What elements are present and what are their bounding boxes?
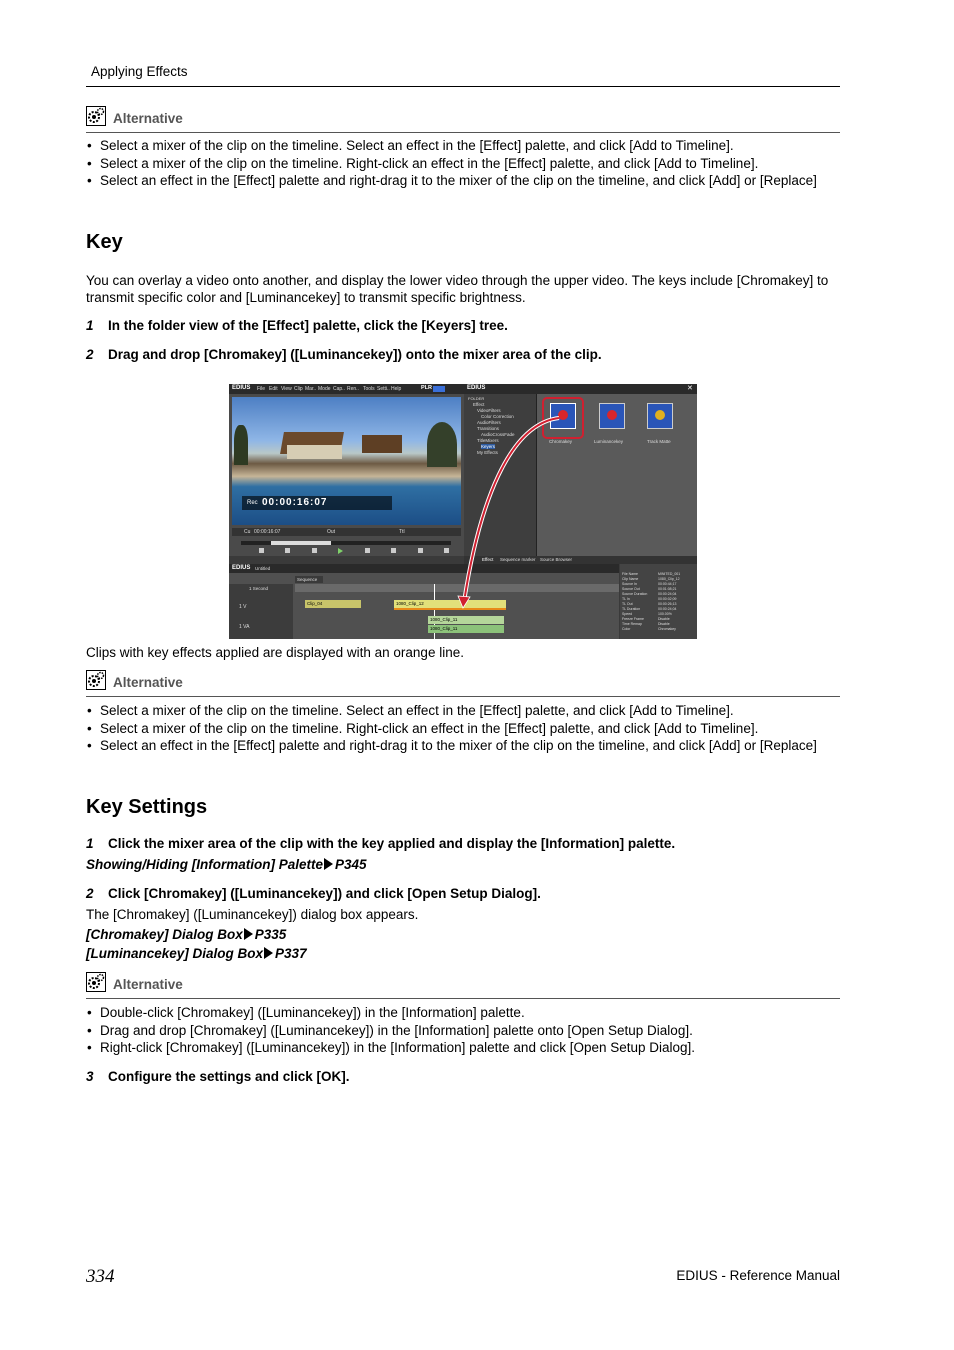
screenshot-caption: Clips with key effects applied are displayed with an orange line. xyxy=(86,645,464,660)
page-number: 334 xyxy=(86,1266,115,1287)
menu-item[interactable]: View xyxy=(281,385,292,392)
section-heading-key: Key xyxy=(86,231,123,253)
step-text: Click [Chromakey] ([Luminancekey]) and click [Open Setup Dialog]. xyxy=(108,886,541,901)
key-settings-step-1 xyxy=(86,836,840,851)
menu-item[interactable]: Cap.. xyxy=(333,385,345,392)
info-value: MINITED_001 xyxy=(658,572,681,576)
plr-label[interactable]: PLR xyxy=(421,385,432,391)
arrow-right-icon xyxy=(324,858,333,870)
gears-icon xyxy=(86,670,106,690)
timeline-scale[interactable]: 1 Second xyxy=(249,586,269,591)
tab-source-browser[interactable]: Source Browser xyxy=(540,557,573,562)
tree-item[interactable]: Transitions xyxy=(477,426,499,431)
alternative-list-2 xyxy=(86,702,840,755)
list-item: • Select a mixer of the clip on the timeline. Right-click an effect in the [Effect] palette, and click [Add to Timeline]. xyxy=(86,155,840,173)
xref-page[interactable]: P345 xyxy=(335,857,367,872)
menu-item[interactable]: Clip xyxy=(294,385,303,392)
ttl-label: Ttl xyxy=(399,529,405,535)
alternative-box-2 xyxy=(86,670,840,697)
info-value: 00:00:24;04 xyxy=(658,607,677,611)
out-label: Out xyxy=(327,529,336,535)
alternative-box-1 xyxy=(86,106,840,133)
info-value: 100.00% xyxy=(658,612,672,616)
drag-arrow xyxy=(229,384,697,639)
alternative-box-3 xyxy=(86,972,840,999)
tree-item[interactable]: AudioFilters xyxy=(477,420,501,425)
tree-item[interactable]: VideoFilters xyxy=(477,408,501,413)
step-number: 1 xyxy=(86,318,94,333)
track-label-v: 1 V xyxy=(239,604,247,610)
rec-label: Rec xyxy=(247,500,258,506)
key-intro: You can overlay a video onto another, and display the lower video through the upper video. The keys include [Chromakey] to transmit specific color and [Luminancekey] to transmit specific brightness. xyxy=(86,273,829,306)
list-item: • Select an effect in the [Effect] palette and right-drag it to the mixer of the clip on the timeline, and click [Add] or [Replace] xyxy=(86,172,840,190)
info-key: Time Remap xyxy=(622,622,642,626)
info-value: Disable xyxy=(658,617,670,621)
alternative-label: Alternative xyxy=(113,675,183,690)
tree-item-keyers[interactable]: Keyers xyxy=(481,444,496,449)
info-key: Clip Name xyxy=(622,577,639,581)
info-value: Chromakey xyxy=(658,627,676,631)
tree-item[interactable]: My Effects xyxy=(477,450,498,455)
step-number: 2 xyxy=(86,347,94,362)
tab-sequence-marker[interactable]: Sequence marker xyxy=(500,557,536,562)
cue-label: Cu xyxy=(244,529,251,535)
menu-item[interactable]: Ren.. xyxy=(347,385,359,392)
info-value: 1080_Clip_12 xyxy=(658,577,680,581)
clip-label: 1080_Clip_11 xyxy=(430,626,458,631)
info-key: Source Duration xyxy=(622,592,648,596)
clip-label: 1080_Clip_11 xyxy=(430,617,458,622)
info-key: TL Duration xyxy=(622,607,641,611)
step-text: In the folder view of the [Effect] palette, click the [Keyers] tree. xyxy=(108,318,508,333)
project-name: Untitled xyxy=(255,566,271,571)
step-number: 2 xyxy=(86,886,94,901)
info-value: 00:00:24;04 xyxy=(658,592,677,596)
xref-page[interactable]: P337 xyxy=(275,946,307,961)
arrow-right-icon xyxy=(264,947,273,959)
tab-effect[interactable]: Effect xyxy=(482,557,494,562)
key-step-1 xyxy=(86,318,840,333)
key-settings-step-3 xyxy=(86,1069,840,1084)
cross-reference[interactable] xyxy=(86,927,286,942)
folder-label: FOLDER xyxy=(468,396,485,401)
list-item: • Select an effect in the [Effect] palette and right-drag it to the mixer of the clip on the timeline, and click [Add] or [Replace] xyxy=(86,737,840,755)
tree-item[interactable]: Color Correction xyxy=(481,414,514,419)
step-text: Configure the settings and click [OK]. xyxy=(108,1069,350,1084)
section-heading-key-settings: Key Settings xyxy=(86,796,208,818)
edius-screenshot xyxy=(229,384,697,639)
arrow-right-icon xyxy=(244,928,253,940)
step-text: Click the mixer area of the clip with the key applied and display the [Information] palette. xyxy=(108,836,676,851)
gears-icon xyxy=(86,106,106,126)
key-settings-step-2 xyxy=(86,886,840,901)
clip-label: Clip_04 xyxy=(307,601,323,606)
cross-reference[interactable] xyxy=(86,857,367,872)
xref-text[interactable]: [Luminancekey] Dialog Box xyxy=(86,946,264,961)
track-label-va: 1 VA xyxy=(239,624,250,630)
menu-item[interactable]: Mode xyxy=(318,385,331,392)
step-2-note: The [Chromakey] ([Luminancekey]) dialog box appears. xyxy=(86,907,419,922)
menu-item[interactable]: Help xyxy=(391,385,402,392)
cross-reference[interactable] xyxy=(86,946,307,961)
info-key: TL In xyxy=(622,597,630,601)
menu-item[interactable]: Setti.. xyxy=(377,385,390,392)
timeline-app-title: EDIUS xyxy=(232,565,251,571)
xref-text[interactable]: [Chromakey] Dialog Box xyxy=(86,927,243,942)
alternative-label: Alternative xyxy=(113,111,183,126)
tree-item[interactable]: AudioCrossFade xyxy=(481,432,515,437)
menu-item[interactable]: Edit xyxy=(269,385,278,392)
step-text: Drag and drop [Chromakey] ([Luminancekey]) onto the mixer area of the clip. xyxy=(108,347,602,362)
info-key: Color xyxy=(622,627,631,631)
app-title: EDIUS xyxy=(232,385,251,391)
info-key: TL Out xyxy=(622,602,633,606)
key-step-2 xyxy=(86,347,840,362)
list-item: • Select a mixer of the clip on the timeline. Select an effect in the [Effect] palette, and click [Add to Timeline]. xyxy=(86,137,840,155)
step-number: 3 xyxy=(86,1069,94,1084)
menu-item[interactable]: Mar.. xyxy=(305,385,317,392)
info-value: 00:00:44;17 xyxy=(658,582,677,586)
running-header: Applying Effects xyxy=(91,64,188,79)
info-key: File Name xyxy=(622,572,638,576)
alternative-list-3 xyxy=(86,1004,840,1057)
step-number: 1 xyxy=(86,836,94,851)
list-item: • Right-click [Chromakey] ([Luminancekey]) in the [Information] palette and click [Open Setup Dialog]. xyxy=(86,1039,840,1057)
palette-app-title: EDIUS xyxy=(467,385,486,391)
header-rule xyxy=(86,86,840,87)
close-icon[interactable]: ✕ xyxy=(687,385,693,392)
tree-item[interactable]: Effect xyxy=(473,402,485,407)
sequence-tab-label: Sequence xyxy=(297,577,318,582)
list-item: • Select a mixer of the clip on the timeline. Select an effect in the [Effect] palette, and click [Add to Timeline]. xyxy=(86,702,840,720)
effect-label: Luminancekey xyxy=(594,439,624,444)
timecode-display: 00:00:16:07 xyxy=(262,497,328,508)
info-key: Source In xyxy=(622,582,637,586)
tree-item[interactable]: TitleMixers xyxy=(477,438,499,443)
info-key: Source Out xyxy=(622,587,640,591)
list-item: • Select a mixer of the clip on the timeline. Right-click an effect in the [Effect] palette, and click [Add to Timeline]. xyxy=(86,720,840,738)
menu-item[interactable]: Tools xyxy=(363,385,375,392)
info-value: 00:01:08;21 xyxy=(658,587,677,591)
xref-text[interactable]: Showing/Hiding [Information] Palette xyxy=(86,857,323,872)
menu-item[interactable]: File xyxy=(257,385,266,392)
effect-label: Chromakey xyxy=(549,439,573,444)
xref-page[interactable]: P335 xyxy=(254,927,287,942)
info-value: 00:00:02;09 xyxy=(658,597,677,601)
info-value: Disable xyxy=(658,622,670,626)
info-key: Freeze Frame xyxy=(622,617,644,621)
list-item: • Double-click [Chromakey] ([Luminancekey]) in the [Information] palette. xyxy=(86,1004,840,1022)
cue-time: 00:00:16:07 xyxy=(254,529,281,535)
alternative-label: Alternative xyxy=(113,977,183,992)
list-item: • Drag and drop [Chromakey] ([Luminancekey]) in the [Information] palette onto [Open Setup Dialog]. xyxy=(86,1022,840,1040)
manual-title: EDIUS - Reference Manual xyxy=(676,1268,840,1283)
gears-icon xyxy=(86,972,106,992)
effect-label: Track Matte xyxy=(647,439,671,444)
clip-label: 1080_Clip_12 xyxy=(396,601,424,606)
alternative-list-1 xyxy=(86,137,840,190)
info-key: Speed xyxy=(622,612,633,616)
info-value: 00:00:26;13 xyxy=(658,602,677,606)
